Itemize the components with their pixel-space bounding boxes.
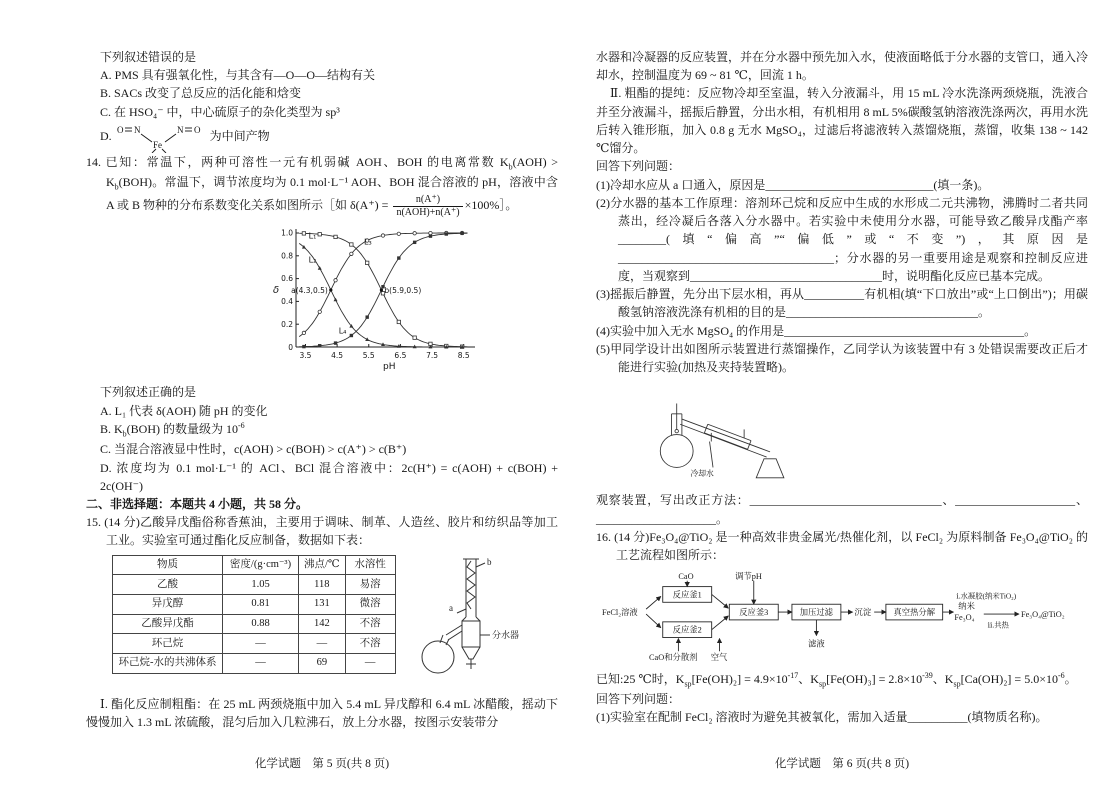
page-6 <box>596 48 1088 774</box>
table-row <box>113 614 396 634</box>
reflux-apparatus-diagram <box>416 555 528 691</box>
series-label: L₁ <box>308 231 317 241</box>
x-tick-label: 4.5 <box>331 351 344 361</box>
table-cell: 乙酸 <box>113 575 223 595</box>
table-cell: — <box>223 653 299 673</box>
page-6-footer: 化学试题 第 6 页(共 8 页) <box>774 758 910 770</box>
q16-answer-heading: 回答下列问题： <box>596 692 681 707</box>
x-tick-label: 7.5 <box>426 351 439 361</box>
flow-air-label: 空气 <box>710 653 728 662</box>
q14-option-a: A. L₁ 代表 δ(AOH) 随 pH 的变化 <box>100 403 268 418</box>
page-5-footer: 化学试题 第 5 页(共 8 页) <box>254 758 390 770</box>
atom-n2: N <box>176 124 184 135</box>
table-header: 水溶性 <box>345 555 395 575</box>
q13-option-c: C. 在 HSO₄⁻ 中，中心硫原子的杂化类型为 sp³ <box>100 104 340 119</box>
flow-reactor1-label: 反应釜1 <box>672 590 702 600</box>
section-2-heading: 二、非选择题：本题共 4 小题，共 58 分。 <box>86 496 309 511</box>
series-label: L₂ <box>308 255 317 265</box>
table-cell: 不溶 <box>345 634 395 654</box>
page-5 <box>86 48 558 774</box>
table-cell: 环己烷-水的共沸体系 <box>113 653 223 673</box>
y-axis-label: δ <box>273 285 280 297</box>
table-cell: — <box>345 653 395 673</box>
x-axis-label: pH <box>383 362 396 373</box>
y-origin-label: 0 <box>288 343 293 353</box>
table-row <box>113 653 396 673</box>
q14-stem: 14. 已知：常温下，两种可溶性一元有机弱碱 AOH、BOH 的电离常数 $K_b(AOH) > K_b(BOH)$。常温下，调节浓度均为 0.1 mol·L⁻¹ AOH、BOH 混合溶液的 pH，溶液中含 A 或 B 物种的分布系数变化关系如图所示［如 δ(A⁺) = $\frac{n(A^+)}{\text{n(AOH)+n(A⁺)}}$ ×100%］。 <box>86 154 558 218</box>
table-cell: — <box>299 634 346 654</box>
table-cell: 环己烷 <box>113 634 223 654</box>
x-tick-label: 6.5 <box>394 351 407 361</box>
water-separator-label: 分水器 <box>491 629 519 640</box>
table-cell: 微溶 <box>345 594 395 614</box>
flow-adjust-ph-label: 调节pH <box>735 572 762 582</box>
cooling-water-label: 冷却水 <box>690 469 714 479</box>
q15-sub-question-4: (4)实验中加入无水 MgSO₄ 的作用是________________________________________。 <box>596 323 1037 338</box>
q13-option-a: A. PMS 具有强氧化性，与其含有—O—O—结构有关 <box>100 68 376 83</box>
q15-part1-text: Ⅰ. 酯化反应制粗酯：在 25 mL 两颈烧瓶中加入 5.4 mL 异戊醇和 6.4 mL 冰醋酸，摇动下慢慢加入 1.3 mL 浓硫酸，混匀后加入几粒沸石，放上分水器，按图示安装带分 <box>86 696 558 729</box>
flow-product-label: Fe₃O₄@TiO₂ <box>1020 610 1065 620</box>
y-tick-label: 1.0 <box>281 228 293 238</box>
x-tick-label: 8.5 <box>457 351 470 361</box>
q15-sub-question-1: (1)冷却水应从 a 口通入，原因是____________________________(填一条)。 <box>596 177 990 192</box>
substances-table <box>112 555 396 674</box>
series-label: L₄ <box>338 326 347 336</box>
q14-option-b: B. $K_b(BOH)$ 的数量级为 $10^{-6}$ <box>100 420 245 439</box>
table-header: 物质 <box>113 555 223 575</box>
q15-answer-heading: 回答下列问题： <box>596 159 681 174</box>
table-cell: 131 <box>299 594 346 614</box>
flow-filtrate-label: 滤液 <box>808 639 825 649</box>
flow-nano-label-line1: 纳米 <box>958 602 975 612</box>
flow-decompose-label: 真空热分解 <box>893 608 936 618</box>
q16-sub-question-1: (1)实验室在配制 FeCl₂ 溶液时为避免其被氧化，需加入适量__________(填物质名称)。 <box>596 710 1048 725</box>
y-tick-label: 0.4 <box>281 297 293 307</box>
distillation-diagram-block <box>638 381 1088 488</box>
q15-sub-question-5: (5)甲同学设计出如图所示装置进行蒸馏操作，乙同学认为该装置中有 3 处错误需要改正后才能进行实验(加热及夹持装置略)。 <box>596 341 1088 374</box>
table-row <box>113 634 396 654</box>
q15-sub-question-3: (3)摇振后静置，先分出下层水相，再从__________有机相(填“下口放出”或“上口倒出”)；用碳酸氢钠溶液洗涤有机相的目的是________________________________。 <box>596 287 1088 320</box>
question-14-options <box>86 383 558 495</box>
q15-sub-question-2: (2)分水器的基本工作原理：溶剂环己烷和反应中生成的水形成二元共沸物，沸腾时二者共同蒸出，经冷凝后各落入分水器中。若实验中未使用分水器，可能导致乙酸异戊酯产率________(填“偏高”“偏低”或“不变”)，其原因是____________________________________；分水器的另一重要用途是观察和控制反应进度，当观察到________________________________时，说明酯化反应已基本完成。 <box>596 195 1088 283</box>
x-tick-label: 5.5 <box>362 351 375 361</box>
process-flow-diagram <box>598 569 1072 661</box>
flow-nano-label-line2: Fe₃O₄ <box>954 613 975 623</box>
x-tick-label: 3.5 <box>299 351 312 361</box>
y-tick-label: 0.6 <box>281 274 293 284</box>
iron-complex-structure <box>115 121 207 153</box>
table-row <box>113 594 396 614</box>
q15-data-block <box>112 555 558 691</box>
table-header: 密度/(g·cm⁻³) <box>223 555 299 575</box>
table-cell: 异戊醇 <box>113 594 223 614</box>
table-cell: 118 <box>299 575 346 595</box>
table-header-row <box>113 555 396 575</box>
series-curve <box>299 233 467 337</box>
question-13-options <box>86 48 558 153</box>
q15-part2-text: Ⅱ. 粗酯的提纯：反应物冷却至室温，转入分液漏斗，用 15 mL 冷水洗涤两颈烧瓶，洗液合并至分液漏斗，摇振后静置，分出水相，有机相用 8 mL 5%碳酸氢钠溶液洗涤两次，再用水洗后转入锥形瓶，加入 0.8 g 无水 MgSO₄，过滤后将滤液转入蒸馏烧瓶，蒸馏，收集 138 ~ 142 ℃馏分。 <box>596 86 1088 156</box>
table-cell: 69 <box>299 653 346 673</box>
flow-reactor3-label: 反应釜3 <box>739 608 769 618</box>
y-tick-label: 0.8 <box>281 251 293 261</box>
q13-option-d-label: D. <box>100 128 112 143</box>
flow-precipitate-label: 沉淀 <box>854 608 872 618</box>
q16-known-data: 已知:25 ℃时，$K_{sp}[Fe(OH)_2] = 4.9\times 10^{-17}$、$K_{sp}[Fe(OH)_3] = 2.8\times 10^{-39}$、$K_{sp}[Ca(OH)_2] = 5.0\times 10^{-6}$。 <box>596 670 1077 689</box>
q15-sub5-correction-line: 观察装置，写出改正方法：________________________________、____________________、____________________。 <box>596 493 1088 526</box>
q13-option-b: B. SACs 改变了总反应的活化能和焓变 <box>100 86 302 101</box>
table-cell: 乙酸异戊酯 <box>113 614 223 634</box>
q16-flow-block <box>598 569 1088 666</box>
atom-o1: O <box>116 124 124 135</box>
q15-stem: 15. (14 分)乙酸异戊酯俗称香蕉油，主要用于调味、制革、人造丝、胶片和纺织品等加工工业。实验室可通过酯化反应制备，数据如下表： <box>86 515 558 548</box>
q16-stem: 16. (14 分)Fe₃O₄@TiO₂ 是一种高效非贵金属光/热催化剂，以 FeCl₂ 为原料制备 Fe₃O₄@TiO₂ 的工艺流程如图所示： <box>596 529 1088 563</box>
y-tick-label: 0.2 <box>281 319 293 329</box>
point-annotation: b(5.9,0.5) <box>384 285 422 295</box>
q15-continuation-text: 水器和冷凝器的反应装置，并在分水器中预先加入水，使液面略低于分水器的支管口，通入冷却水，控制温度为 69 ~ 81 ℃，回流 1 h。 <box>596 50 1089 83</box>
flow-filter-label: 加压过滤 <box>799 608 834 618</box>
atom-n1: N <box>133 124 141 135</box>
flow-input-label: FeCl₂溶液 <box>602 608 638 618</box>
table-cell: — <box>223 634 299 654</box>
port-a-label: a <box>448 602 453 613</box>
atom-fe: Fe <box>152 139 162 150</box>
table-row <box>113 575 396 595</box>
port-b-label: b <box>486 556 492 567</box>
q14-option-c: C. 当混合溶液显中性时，c(AOH) > c(BOH) > c(A⁺) > c(B⁺) <box>100 442 407 457</box>
flow-step-ii-label: ⅱ.共热 <box>987 621 1009 631</box>
q13-stem: 下列叙述错误的是 <box>100 50 197 64</box>
q14-ask: 下列叙述正确的是 <box>100 385 197 400</box>
table-cell: 易溶 <box>345 575 395 595</box>
q13-option-d <box>100 121 558 153</box>
flow-cao-dispersant-label: CaO和分散剂 <box>649 653 698 662</box>
table-cell: 0.81 <box>223 594 299 614</box>
table-cell: 0.88 <box>223 614 299 634</box>
q14-chart-block <box>264 223 558 380</box>
table-cell: 不溶 <box>345 614 395 634</box>
table-cell: 1.05 <box>223 575 299 595</box>
atom-o2: O <box>193 124 201 135</box>
flow-step-i-label: ⅰ.水凝胶(纳米TiO₂) <box>956 591 1017 601</box>
distribution-coefficient-chart <box>264 223 480 375</box>
flow-reactor2-label: 反应釜2 <box>672 626 702 636</box>
table-cell: 142 <box>299 614 346 634</box>
table-header: 沸点/℃ <box>299 555 346 575</box>
q14-option-d: D. 浓度均为 0.1 mol·L⁻¹ 的 ACl、BCl 混合溶液中：2c(H⁺) = c(AOH) + c(BOH) + 2c(OH⁻) <box>100 460 558 493</box>
distillation-apparatus-diagram <box>638 381 820 483</box>
q13-option-d-suffix: 为中间产物 <box>209 128 270 143</box>
flow-cao-label: CaO <box>678 572 694 582</box>
point-annotation: a(4.3,0.5) <box>291 285 328 295</box>
series-label: L₃ <box>364 237 372 247</box>
